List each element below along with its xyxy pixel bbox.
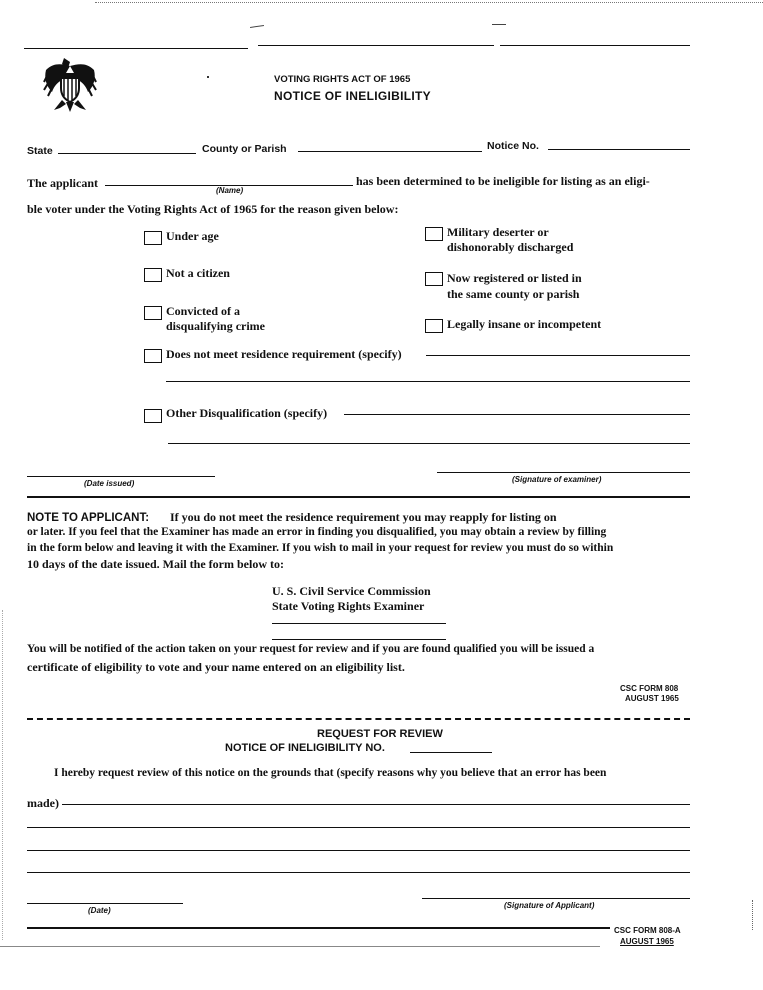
notice-no-field[interactable] <box>548 149 690 150</box>
address-field-2[interactable] <box>272 639 446 640</box>
applicant-prefix: The applicant <box>27 176 99 190</box>
reason-military-1: Military deserter or <box>447 225 549 239</box>
scan-mark <box>492 24 506 25</box>
eagle-seal-icon <box>40 56 100 114</box>
reason-convicted-2: disqualifying crime <box>166 319 266 333</box>
checkbox-icon-insane[interactable] <box>425 319 443 333</box>
state-field[interactable] <box>58 153 196 154</box>
review-notice-no-field[interactable] <box>410 752 492 753</box>
notification-line2: certificate of eligibility to vote and your name entered on an eligibility list. <box>27 660 405 674</box>
reason-insane: Legally insane or incompetent <box>447 317 602 331</box>
form-date-1: AUGUST 1965 <box>625 694 679 703</box>
header-rule <box>24 48 248 49</box>
date-issued-field[interactable] <box>27 476 215 477</box>
review-title: REQUEST FOR REVIEW <box>317 728 443 740</box>
applicant-line2: ble voter under the Voting Rights Act of 1965 for the reason given below: <box>27 202 399 216</box>
checkbox-icon-under-age[interactable] <box>144 231 162 245</box>
scan-mark <box>250 25 264 28</box>
review-reason-field-4[interactable] <box>27 872 690 873</box>
act-line: VOTING RIGHTS ACT OF 1965 <box>274 74 411 85</box>
notification-line1: You will be notified of the action taken on your request for review and if you are found qualified you will be issued a <box>27 643 595 655</box>
checkbox-icon-residence[interactable] <box>144 349 162 363</box>
review-reason-field-2[interactable] <box>27 827 690 828</box>
reason-under-age: Under age <box>166 229 219 243</box>
form-number-2: CSC FORM 808-A <box>614 926 681 935</box>
scan-speck <box>207 76 209 78</box>
reason-other: Other Disqualification (specify) <box>166 406 328 420</box>
reason-registered-1: Now registered or listed in <box>447 271 582 285</box>
scan-top-edge <box>95 2 763 3</box>
reason-registered-2: the same county or parish <box>447 287 580 301</box>
bottom-rule <box>27 927 610 929</box>
residence-specify-field[interactable] <box>426 355 690 356</box>
other-specify-field-2[interactable] <box>168 443 690 444</box>
note-heading: NOTE TO APPLICANT: <box>27 512 150 524</box>
note-line4: 10 days of the date issued. Mail the form below to: <box>27 557 284 571</box>
notice-no-label: Notice No. <box>487 140 539 152</box>
residence-specify-field-2[interactable] <box>166 381 690 382</box>
review-date-caption: (Date) <box>88 906 111 915</box>
reason-military-2: dishonorably discharged <box>447 240 574 254</box>
address-line1: U. S. Civil Service Commission <box>272 584 431 598</box>
section-rule <box>27 496 690 498</box>
review-made: made) <box>27 796 59 810</box>
review-date-field[interactable] <box>27 903 183 904</box>
form-number-1: CSC FORM 808 <box>620 684 679 693</box>
note-line1: If you do not meet the residence requirement you may reapply for listing on <box>170 510 557 524</box>
address-field[interactable] <box>272 623 446 624</box>
checkbox-icon-registered[interactable] <box>425 272 443 286</box>
state-label: State <box>27 145 53 157</box>
applicant-signature-field[interactable] <box>422 898 690 899</box>
review-reason-field-1[interactable] <box>62 804 690 805</box>
checkbox-icon-convicted[interactable] <box>144 306 162 320</box>
form-date-2: AUGUST 1965 <box>620 937 674 946</box>
reason-residence: Does not meet residence requirement (specify) <box>166 347 402 361</box>
examiner-signature-caption: (Signature of examiner) <box>512 475 602 484</box>
reason-convicted-1: Convicted of a <box>166 304 240 318</box>
reason-not-citizen: Not a citizen <box>166 266 230 280</box>
review-reason-field-3[interactable] <box>27 850 690 851</box>
address-line2: State Voting Rights Examiner <box>272 599 425 613</box>
scan-right-mark <box>752 900 753 930</box>
name-caption: (Name) <box>216 186 244 195</box>
note-line3: in the form below and leaving it with the Examiner. If you wish to mail in your request for review you must do so within <box>27 542 614 554</box>
scan-left-edge <box>2 610 3 940</box>
review-subtitle: NOTICE OF INELIGIBILITY NO. <box>225 742 385 754</box>
checkbox-icon-not-citizen[interactable] <box>144 268 162 282</box>
applicant-signature-caption: (Signature of Applicant) <box>504 901 595 910</box>
header-rule <box>258 45 494 46</box>
tear-line <box>27 718 690 720</box>
page-title: NOTICE OF INELIGIBILITY <box>274 89 431 103</box>
review-line1: I hereby request review of this notice on the grounds that (specify reasons why you believe that an error has been <box>54 767 607 779</box>
header-rule <box>500 45 690 46</box>
note-line2: or later. If you feel that the Examiner has made an error in finding you disqualified, you may obtain a review by filling <box>27 526 607 538</box>
date-issued-caption: (Date issued) <box>84 479 135 488</box>
checkbox-icon-other[interactable] <box>144 409 162 423</box>
examiner-signature-field[interactable] <box>437 472 690 473</box>
applicant-suffix: has been determined to be ineligible for listing as an eligi- <box>356 174 650 188</box>
county-label: County or Parish <box>202 143 287 155</box>
checkbox-icon-military[interactable] <box>425 227 443 241</box>
scan-bottom-edge <box>0 946 600 947</box>
other-specify-field[interactable] <box>344 414 690 415</box>
county-field[interactable] <box>298 151 482 152</box>
